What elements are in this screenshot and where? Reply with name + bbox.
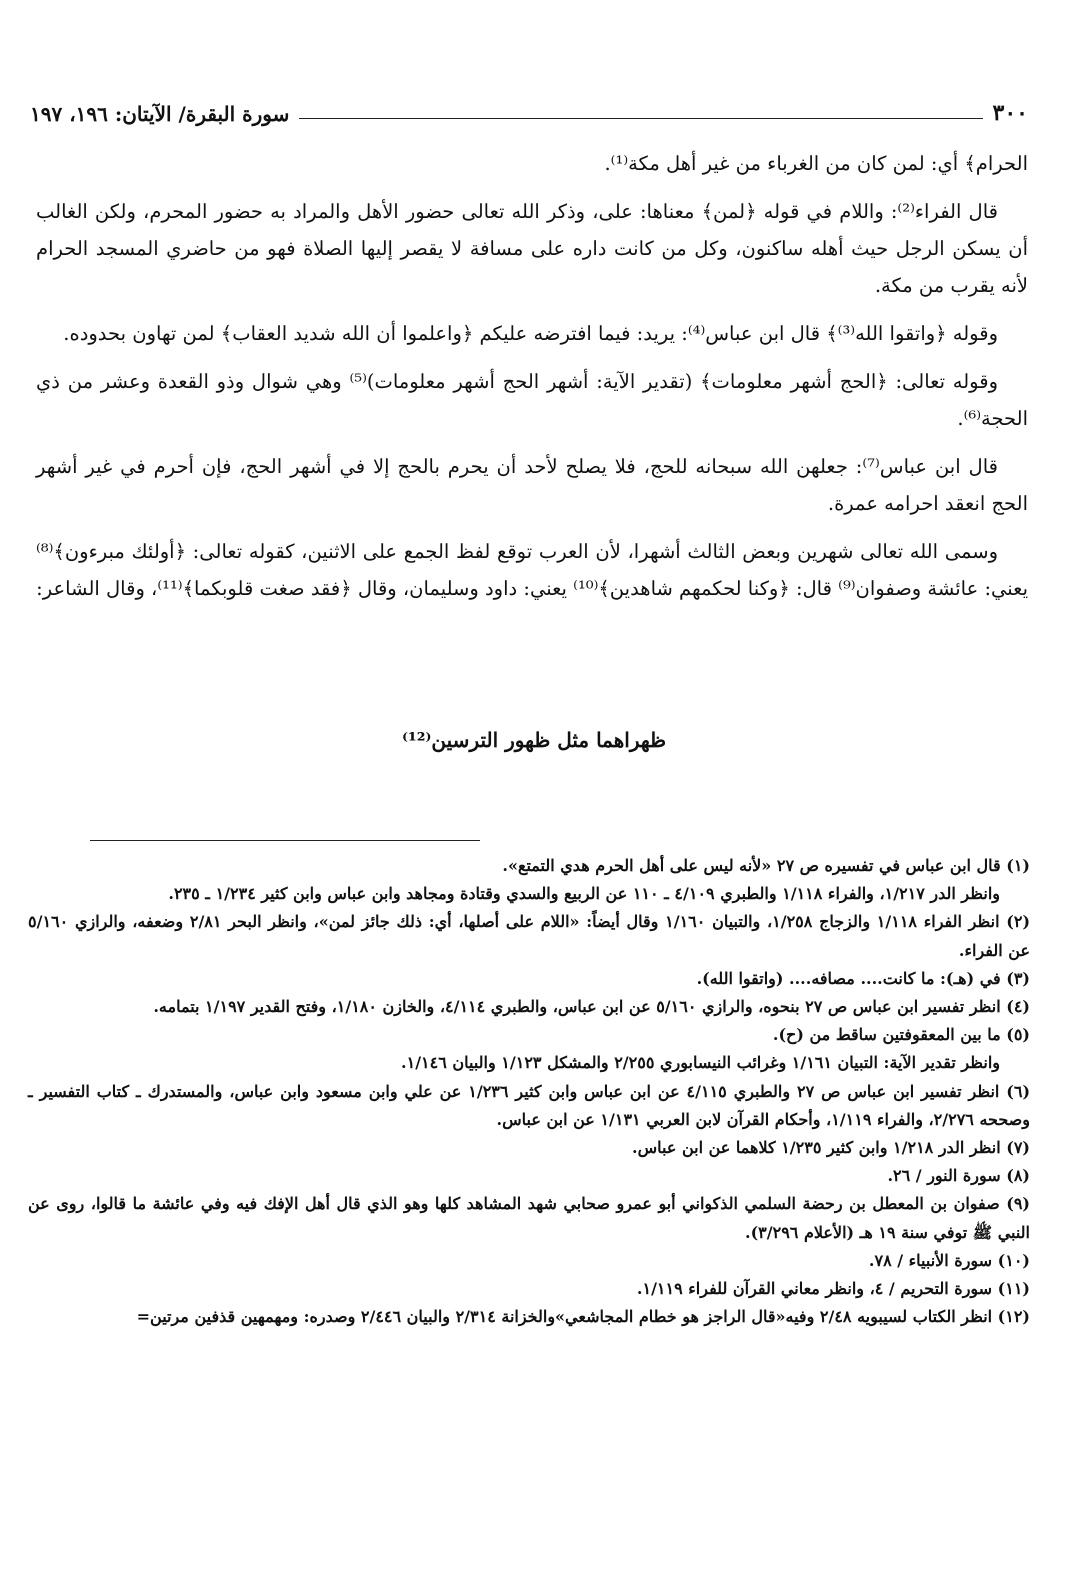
footnote-continuation: وانظر الدر ١/٢١٧، والفراء ١/١١٨ والطبري ٤/١٠٩ ـ ١١٠ عن الربيع والسدي وقتادة ومجاهد وابن عباس وابن كثير ١/٢٣٤ ـ ٢٣٥. (168, 884, 1000, 904)
footnote: (١١) سورة التحريم / ٤، وانظر معاني القرآن للفراء ١/١١٩. (636, 1279, 1030, 1299)
footnote: (٦) انظر تفسير ابن عباس ص ٢٧ والطبري ٤/١١٥ عن ابن عباس وابن كثير ١/٢٣٦ عن علي وابن مسعود وابن عباس، والمستدرك ـ كتاب التفسير ـ وصححه ٢/٢٧٦، والفراء ١/١١٩، وأحكام القرآن لابن العربي ١/١٣١ عن ابن عباس. (28, 1081, 1031, 1129)
page-header (30, 92, 1028, 126)
footnote: (١٢) انظر الكتاب لسيبويه ٢/٤٨ وفيه«قال الراجز هو خطام المجاشعي»والخزانة ٢/٣١٤ والبيان ٢/٤٤٦ وصدره: ومهمهين قذفين مرتين= (136, 1307, 1030, 1327)
footnote: (١٠) سورة الأنبياء / ٧٨. (868, 1250, 1030, 1270)
paragraph: وقوله تعالى: ﴿الحج أشهر معلومات﴾ (تقدير الآية: أشهر الحج أشهر معلومات)⁽⁵⁾ وهي شوال وذو القعدة وعشر من ذي الحجة⁽⁶⁾. (36, 370, 1028, 430)
footnote: (٢) انظر الفراء ١/١١٨ والزجاج ١/٢٥٨، والتبيان ١/١٦٠ وقال أيضاً: «اللام على أصلها، أي: ذلك جائز لمن»، وانظر البحر ٢/٨١ وضعفه، والرازي ٥/١٦٠ عن الفراء. (28, 912, 1031, 960)
footnote-separator (90, 840, 480, 841)
page-number: ٣٠٠ (992, 100, 1028, 126)
footnote: (٨) سورة النور / ٢٦. (887, 1166, 1030, 1186)
footnote: (٩) صفوان بن المعطل بن رحضة السلمي الذكواني أبو عمرو صحابي شهد المشاهد كلها وهو الذي قال أهل الإفك فيه وفي عائشة ما قالوا، روى عن النبي ﷺ توفي سنة ١٩ هـ (الأعلام ٣/٢٩٦). (28, 1194, 1030, 1242)
footnote: (٥) ما بين المعقوفتين ساقط من (ح). (772, 1025, 1030, 1045)
running-title: سورة البقرة/ الآيتان: ١٩٦، ١٩٧ (30, 102, 290, 126)
paragraph: قال ابن عباس⁽⁷⁾: جعلهن الله سبحانه للحج، فلا يصلح لأحد أن يحرم بالحج إلا في أشهر الحج، فإن أحرم في غير أشهر الحج انعقد احرامه عمرة. (36, 455, 1028, 515)
footnotes (28, 852, 1030, 1331)
footnote-continuation: وانظر تقدير الآية: التبيان ١/١٦١ وغرائب النيسابوري ٢/٢٥٥ والمشكل ١/١٢٣ والبيان ١/١٤٦. (401, 1053, 1000, 1073)
poetry-verse: ظهراهما مثل ظهور الترسين⁽¹²⁾ (401, 728, 667, 752)
paragraph: وقوله ﴿واتقوا الله⁽³⁾﴾ قال ابن عباس⁽⁴⁾: يريد: فيما افترضه عليكم ﴿واعلموا أن الله شديد العقاب﴾ لمن تهاون بحدوده. (63, 322, 998, 345)
main-text (36, 145, 1028, 618)
paragraph: قال الفراء⁽²⁾: واللام في قوله ﴿لمن﴾ معناها: على، وذكر الله تعالى حضور الأهل والمراد به حضور المحرم، ولكن الغالب أن يسكن الرجل حيث أهله ساكنون، وكل من كانت داره على مسافة لا يقصر إليها الصلاة فهو من حاضري المسجد الحرام لأنه يقرب من مكة. (36, 200, 1028, 297)
paragraph: وسمى الله تعالى شهرين وبعض الثالث أشهرا، لأن العرب توقع لفظ الجمع على الاثنين، كقوله تعالى: ﴿أولئك مبرءون﴾⁽⁸⁾ يعني: عائشة وصفوان⁽⁹⁾ قال: ﴿وكنا لحكمهم شاهدين﴾⁽¹⁰⁾ يعني: داود وسليمان، وقال ﴿فقد صغت قلوبكما﴾⁽¹¹⁾، وقال الشاعر: (36, 540, 1028, 600)
footnote: (١) قال ابن عباس في تفسيره ص ٢٧ «لأنه ليس على أهل الحرم هدي التمتع». (502, 856, 1030, 875)
footnote: (٤) انظر تفسير ابن عباس ص ٢٧ بنحوه، والرازي ٥/١٦٠ عن ابن عباس، والطبري ٤/١١٤، والخازن ١/١٨٠، وفتح القدير ١/١٩٧ بتمامه. (153, 997, 1030, 1017)
paragraph: الحرام﴾ أي: لمن كان من الغرباء من غير أهل مكة⁽¹⁾. (604, 152, 1028, 175)
footnote: (٧) انظر الدر ١/٢١٨ وابن كثير ١/٢٣٥ كلاهما عن ابن عباس. (632, 1138, 1030, 1158)
footnote: (٣) في (هـ): ما كانت.... مصافه.... (واتقوا الله). (696, 968, 1030, 988)
header-rule (299, 118, 982, 119)
